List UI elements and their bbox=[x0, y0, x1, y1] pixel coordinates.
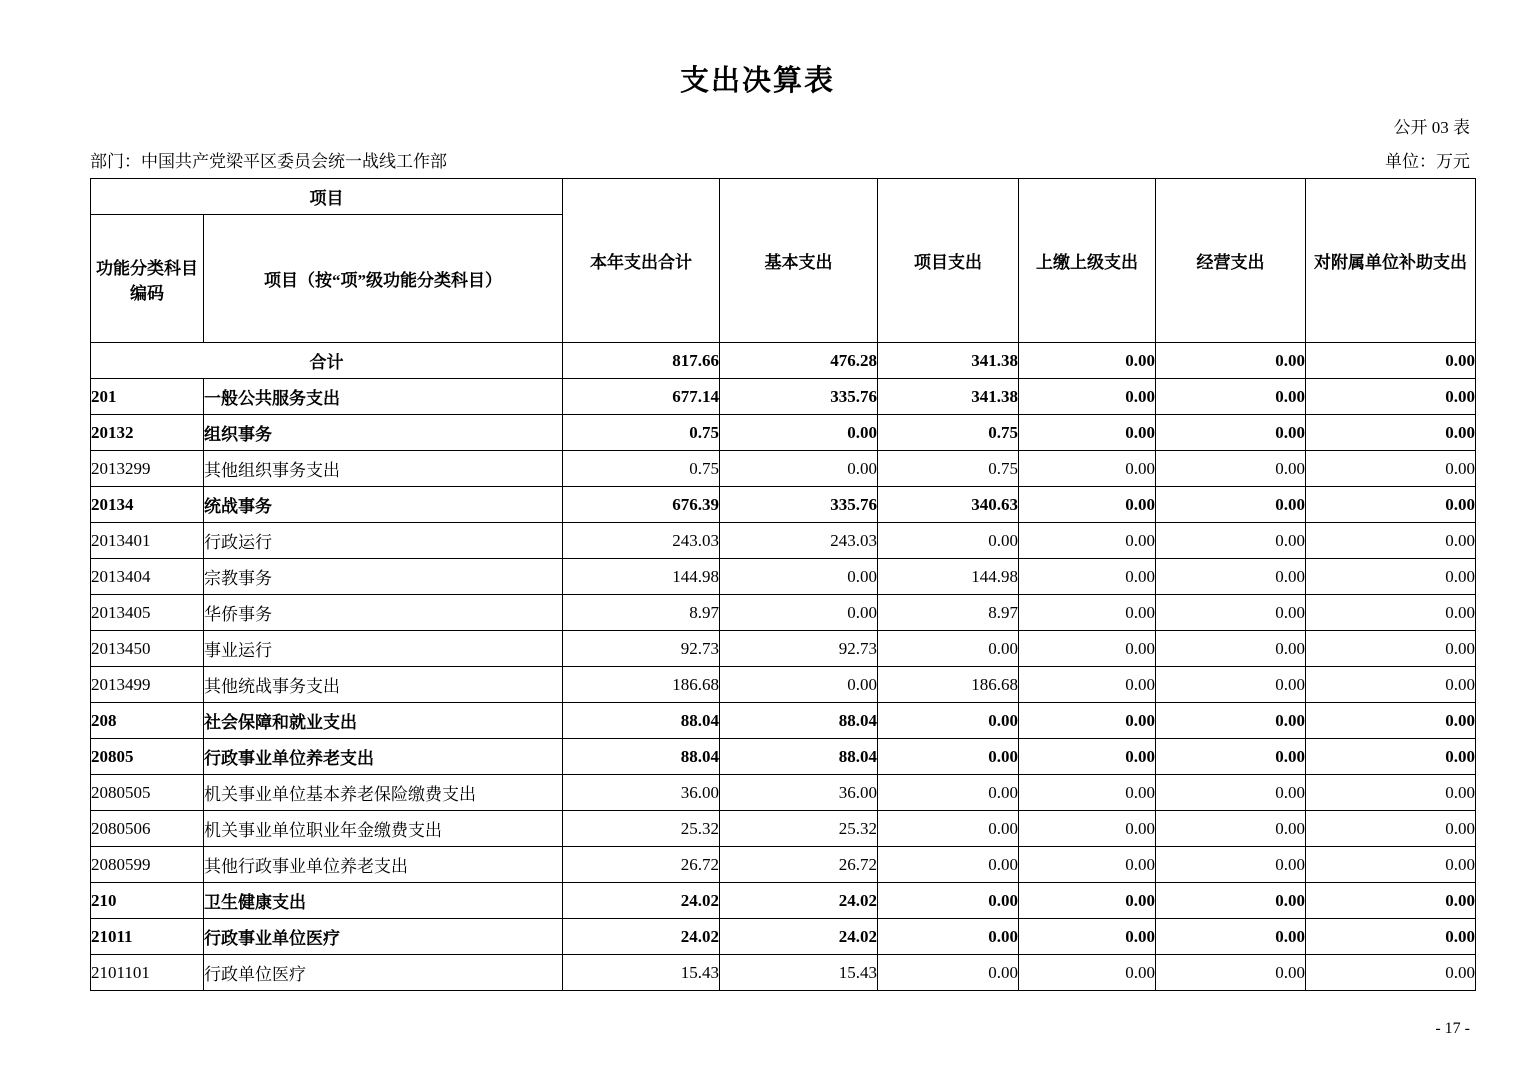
row-code: 20134 bbox=[91, 487, 204, 523]
cell-value: 0.75 bbox=[878, 415, 1019, 451]
cell-value: 0.00 bbox=[1019, 631, 1156, 667]
row-code: 201 bbox=[91, 379, 204, 415]
row-name: 其他行政事业单位养老支出 bbox=[204, 847, 563, 883]
code-column-header-line1: 功能分类科目 bbox=[96, 258, 198, 278]
table-row bbox=[91, 919, 1476, 955]
row-code: 2080599 bbox=[91, 847, 204, 883]
row-name: 行政事业单位养老支出 bbox=[204, 739, 563, 775]
column-header-project-exp: 项目支出 bbox=[878, 179, 1019, 343]
cell-value: 0.00 bbox=[1156, 703, 1306, 739]
table-row bbox=[91, 883, 1476, 919]
cell-value: 0.00 bbox=[1019, 559, 1156, 595]
cell-value: 476.28 bbox=[720, 343, 878, 379]
table-row bbox=[91, 703, 1476, 739]
cell-value: 24.02 bbox=[563, 883, 720, 919]
cell-value: 26.72 bbox=[720, 847, 878, 883]
page-title: 支出决算表 bbox=[679, 65, 835, 97]
row-code: 2013299 bbox=[91, 451, 204, 487]
cell-value: 677.14 bbox=[563, 379, 720, 415]
form-code-label: 公开 03 表 bbox=[1393, 118, 1470, 137]
cell-value: 24.02 bbox=[720, 883, 878, 919]
column-header-total: 本年支出合计 bbox=[563, 179, 720, 343]
table-row bbox=[91, 739, 1476, 775]
row-title-total: 合计 bbox=[91, 343, 563, 379]
cell-value: 0.00 bbox=[1306, 919, 1476, 955]
table-body bbox=[91, 343, 1476, 991]
cell-value: 0.00 bbox=[1019, 919, 1156, 955]
cell-value: 92.73 bbox=[720, 631, 878, 667]
table-row bbox=[91, 379, 1476, 415]
table-row bbox=[91, 811, 1476, 847]
cell-value: 0.00 bbox=[1019, 343, 1156, 379]
cell-value: 0.00 bbox=[1019, 883, 1156, 919]
meta-row bbox=[90, 151, 1470, 173]
cell-value: 186.68 bbox=[878, 667, 1019, 703]
cell-value: 0.00 bbox=[878, 739, 1019, 775]
row-code: 2013404 bbox=[91, 559, 204, 595]
cell-value: 0.00 bbox=[1156, 559, 1306, 595]
row-code: 20805 bbox=[91, 739, 204, 775]
cell-value: 0.00 bbox=[1019, 523, 1156, 559]
cell-value: 186.68 bbox=[563, 667, 720, 703]
cell-value: 24.02 bbox=[720, 919, 878, 955]
table-row bbox=[91, 955, 1476, 991]
cell-value: 25.32 bbox=[720, 811, 878, 847]
row-name: 行政事业单位医疗 bbox=[204, 919, 563, 955]
cell-value: 0.00 bbox=[878, 775, 1019, 811]
cell-value: 0.00 bbox=[1156, 415, 1306, 451]
row-name: 其他统战事务支出 bbox=[204, 667, 563, 703]
cell-value: 0.00 bbox=[1306, 811, 1476, 847]
row-name: 宗教事务 bbox=[204, 559, 563, 595]
row-name: 华侨事务 bbox=[204, 595, 563, 631]
cell-value: 15.43 bbox=[720, 955, 878, 991]
cell-value: 0.00 bbox=[1156, 595, 1306, 631]
cell-value: 0.00 bbox=[1306, 667, 1476, 703]
cell-value: 0.00 bbox=[878, 847, 1019, 883]
table-row bbox=[91, 595, 1476, 631]
cell-value: 88.04 bbox=[720, 739, 878, 775]
cell-value: 0.00 bbox=[878, 955, 1019, 991]
cell-value: 88.04 bbox=[720, 703, 878, 739]
cell-value: 8.97 bbox=[878, 595, 1019, 631]
cell-value: 817.66 bbox=[563, 343, 720, 379]
cell-value: 0.00 bbox=[720, 559, 878, 595]
row-name: 行政运行 bbox=[204, 523, 563, 559]
table-row bbox=[91, 415, 1476, 451]
cell-value: 0.00 bbox=[1156, 775, 1306, 811]
cell-value: 0.00 bbox=[1306, 523, 1476, 559]
cell-value: 0.00 bbox=[1306, 487, 1476, 523]
cell-value: 0.00 bbox=[1019, 415, 1156, 451]
cell-value: 0.00 bbox=[1019, 667, 1156, 703]
cell-value: 25.32 bbox=[563, 811, 720, 847]
cell-value: 0.00 bbox=[720, 667, 878, 703]
cell-value: 0.00 bbox=[720, 415, 878, 451]
row-code: 20132 bbox=[91, 415, 204, 451]
cell-value: 0.00 bbox=[1156, 343, 1306, 379]
cell-value: 335.76 bbox=[720, 487, 878, 523]
row-code: 2101101 bbox=[91, 955, 204, 991]
row-code: 21011 bbox=[91, 919, 204, 955]
header-row-group bbox=[91, 179, 1476, 215]
item-column-header: 项目（按“项”级功能分类科目） bbox=[204, 215, 563, 343]
code-column-header bbox=[91, 215, 204, 343]
cell-value: 0.00 bbox=[1306, 703, 1476, 739]
cell-value: 335.76 bbox=[720, 379, 878, 415]
cell-value: 676.39 bbox=[563, 487, 720, 523]
cell-value: 0.00 bbox=[878, 703, 1019, 739]
row-name: 其他组织事务支出 bbox=[204, 451, 563, 487]
cell-value: 0.00 bbox=[1306, 883, 1476, 919]
cell-value: 26.72 bbox=[563, 847, 720, 883]
column-header-basic: 基本支出 bbox=[720, 179, 878, 343]
cell-value: 340.63 bbox=[878, 487, 1019, 523]
cell-value: 144.98 bbox=[878, 559, 1019, 595]
cell-value: 0.00 bbox=[878, 919, 1019, 955]
row-code: 2080505 bbox=[91, 775, 204, 811]
cell-value: 243.03 bbox=[563, 523, 720, 559]
cell-value: 0.00 bbox=[1019, 775, 1156, 811]
cell-value: 0.00 bbox=[1156, 739, 1306, 775]
page-number: - 17 - bbox=[1435, 1020, 1470, 1037]
row-name: 卫生健康支出 bbox=[204, 883, 563, 919]
cell-value: 0.00 bbox=[1019, 739, 1156, 775]
cell-value: 0.00 bbox=[1019, 703, 1156, 739]
cell-value: 0.00 bbox=[1019, 847, 1156, 883]
cell-value: 0.75 bbox=[563, 451, 720, 487]
cell-value: 0.00 bbox=[1156, 883, 1306, 919]
cell-value: 0.00 bbox=[878, 811, 1019, 847]
cell-value: 0.00 bbox=[1156, 631, 1306, 667]
row-name: 行政单位医疗 bbox=[204, 955, 563, 991]
cell-value: 0.75 bbox=[878, 451, 1019, 487]
cell-value: 0.00 bbox=[1306, 955, 1476, 991]
row-name: 机关事业单位职业年金缴费支出 bbox=[204, 811, 563, 847]
cell-value: 144.98 bbox=[563, 559, 720, 595]
cell-value: 243.03 bbox=[720, 523, 878, 559]
cell-value: 88.04 bbox=[563, 703, 720, 739]
cell-value: 0.00 bbox=[1306, 415, 1476, 451]
cell-value: 0.00 bbox=[1019, 451, 1156, 487]
row-name: 组织事务 bbox=[204, 415, 563, 451]
column-header-subsidy: 对附属单位补助支出 bbox=[1306, 179, 1476, 343]
cell-value: 15.43 bbox=[563, 955, 720, 991]
cell-value: 0.00 bbox=[1306, 595, 1476, 631]
cell-value: 0.00 bbox=[1306, 631, 1476, 667]
cell-value: 0.00 bbox=[1156, 955, 1306, 991]
cell-value: 8.97 bbox=[563, 595, 720, 631]
cell-value: 0.00 bbox=[1156, 379, 1306, 415]
row-name: 事业运行 bbox=[204, 631, 563, 667]
cell-value: 0.00 bbox=[720, 595, 878, 631]
cell-value: 0.00 bbox=[1156, 523, 1306, 559]
column-header-upward: 上缴上级支出 bbox=[1019, 179, 1156, 343]
table-row bbox=[91, 523, 1476, 559]
expenditure-table bbox=[90, 178, 1476, 991]
cell-value: 0.00 bbox=[1156, 919, 1306, 955]
cell-value: 24.02 bbox=[563, 919, 720, 955]
cell-value: 0.00 bbox=[1306, 343, 1476, 379]
table-row bbox=[91, 451, 1476, 487]
cell-value: 0.00 bbox=[1306, 559, 1476, 595]
cell-value: 0.00 bbox=[1156, 667, 1306, 703]
row-name: 一般公共服务支出 bbox=[204, 379, 563, 415]
cell-value: 88.04 bbox=[563, 739, 720, 775]
cell-value: 0.00 bbox=[1019, 955, 1156, 991]
cell-value: 0.75 bbox=[563, 415, 720, 451]
code-column-header-line2: 编码 bbox=[130, 283, 164, 303]
cell-value: 36.00 bbox=[563, 775, 720, 811]
header-group-project: 项目 bbox=[91, 179, 563, 215]
department-label: 部门：中国共产党梁平区委员会统一战线工作部 bbox=[90, 152, 447, 171]
cell-value: 0.00 bbox=[1019, 595, 1156, 631]
row-code: 2013499 bbox=[91, 667, 204, 703]
cell-value: 341.38 bbox=[878, 379, 1019, 415]
cell-value: 36.00 bbox=[720, 775, 878, 811]
unit-label: 单位：万元 bbox=[1385, 152, 1470, 171]
cell-value: 0.00 bbox=[1306, 775, 1476, 811]
table-row bbox=[91, 631, 1476, 667]
cell-value: 341.38 bbox=[878, 343, 1019, 379]
table-row bbox=[91, 487, 1476, 523]
cell-value: 0.00 bbox=[1156, 847, 1306, 883]
cell-value: 0.00 bbox=[1306, 379, 1476, 415]
cell-value: 0.00 bbox=[1306, 451, 1476, 487]
row-code: 210 bbox=[91, 883, 204, 919]
row-name: 机关事业单位基本养老保险缴费支出 bbox=[204, 775, 563, 811]
table-row bbox=[91, 343, 1476, 379]
cell-value: 0.00 bbox=[878, 523, 1019, 559]
cell-value: 0.00 bbox=[1156, 451, 1306, 487]
cell-value: 0.00 bbox=[1306, 847, 1476, 883]
table-row bbox=[91, 775, 1476, 811]
cell-value: 0.00 bbox=[1019, 379, 1156, 415]
cell-value: 0.00 bbox=[720, 451, 878, 487]
cell-value: 0.00 bbox=[1156, 487, 1306, 523]
table-row bbox=[91, 559, 1476, 595]
row-name: 统战事务 bbox=[204, 487, 563, 523]
cell-value: 0.00 bbox=[1019, 811, 1156, 847]
row-code: 2013405 bbox=[91, 595, 204, 631]
cell-value: 0.00 bbox=[1306, 739, 1476, 775]
row-code: 2013450 bbox=[91, 631, 204, 667]
row-code: 208 bbox=[91, 703, 204, 739]
table-row bbox=[91, 667, 1476, 703]
column-header-operating: 经营支出 bbox=[1156, 179, 1306, 343]
table-row bbox=[91, 847, 1476, 883]
row-name: 社会保障和就业支出 bbox=[204, 703, 563, 739]
cell-value: 92.73 bbox=[563, 631, 720, 667]
cell-value: 0.00 bbox=[878, 631, 1019, 667]
cell-value: 0.00 bbox=[1156, 811, 1306, 847]
cell-value: 0.00 bbox=[1019, 487, 1156, 523]
row-code: 2080506 bbox=[91, 811, 204, 847]
row-code: 2013401 bbox=[91, 523, 204, 559]
cell-value: 0.00 bbox=[878, 883, 1019, 919]
